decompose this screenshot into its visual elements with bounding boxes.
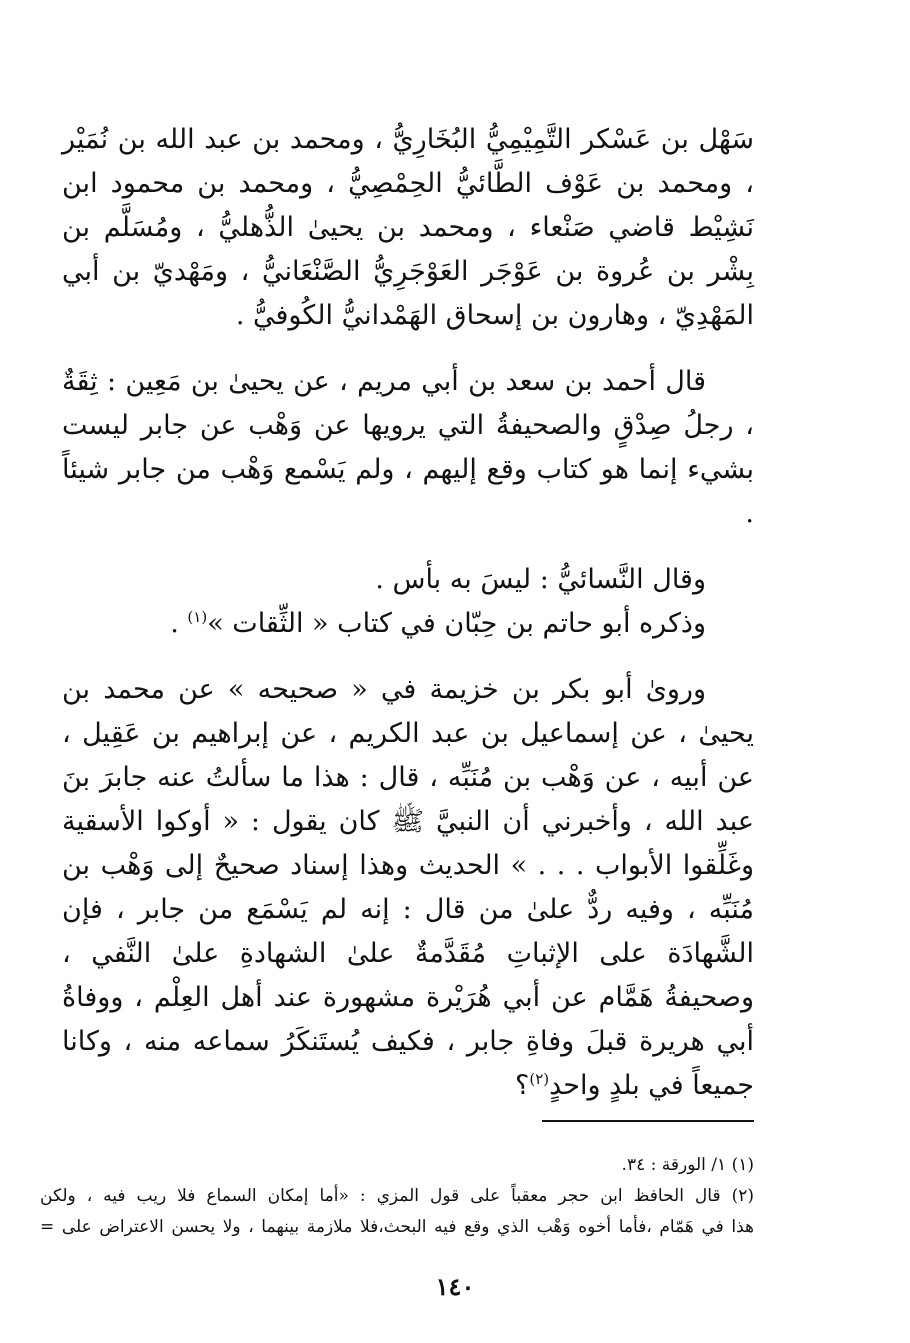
paragraph-narrators: سَهْل بن عَسْكر التَّمِيْمِيُّ البُخَارِيُّ ، ومحمد بن عبد الله بن نُمَيْر ، ومحمد بن عَوْف الطَّائيُّ الحِمْصِيُّ ، ومحمد بن محمود ابن نَشِيْط قاضي صَنْعاء ، ومحمد بن يحيىٰ الذُّهليُّ ، ومُسَلَّم بن بِشْر بن عُروة بن عَوْجَر العَوْجَرِيُّ الصَّنْعَانيُّ ، ومَهْديّ بن أبي المَهْدِيّ ، وهارون بن إسحاق الهَمْدانيُّ الكُوفيُّ .: [62, 124, 754, 331]
paragraph-ibn-hibban: [62, 602, 754, 646]
paragraph-ibn-main-quote: قال أحمد بن سعد بن أبي مريم ، عن يحيىٰ بن مَعِين : ثِقَةٌ ، رجلُ صِدْقٍ والصحيفةُ التي يرويها عن وَهْب عن جابر ليست بشيء إنما هو كتاب وقع إليهم ، ولم يَسْمع وَهْب من جابر شيئاً .: [62, 366, 754, 529]
footnote-ref-2: (٢): [529, 1070, 550, 1088]
footnote-1: (١) ١/ الورقة : ٣٤.: [621, 1155, 754, 1175]
paragraph-ibn-hibban-text: وذكره أبو حاتم بن حِبّان في كتاب « الثِّقات »: [207, 608, 706, 639]
paragraph-end-dot: .: [170, 608, 188, 639]
paragraph-nasai: وقال النَّسائيُّ : ليسَ به بأس .: [375, 564, 706, 595]
page-number: ١٤٠: [435, 1272, 475, 1301]
paragraph-ibn-khuzaymah: [62, 668, 754, 1108]
footnotes: [40, 1150, 754, 1243]
page-body: [62, 118, 754, 1130]
footnote-separator: [542, 1120, 754, 1122]
paragraph-end-question: ؟: [514, 1070, 530, 1101]
footnote-ref-1: (١): [187, 608, 208, 626]
footnote-2-line-2: هذا في هَمّام ،فأما أخوه وَهْب الذي وقع فيه البحث،فلا ملازمة بينهما ، ولا يحسن الاعتراض على =: [40, 1217, 754, 1237]
footnote-2-line-1: (٢) قال الحافظ ابن حجر معقباً على قول المزي : «أما إمكان السماع فلا ريب فيه ، ولكن: [40, 1186, 754, 1206]
paragraph-ibn-khuzaymah-text: ورویٰ أبو بكر بن خزيمة في « صحيحه » عن محمد بن يحيىٰ ، عن إسماعيل بن عبد الكريم ، عن إبراهيم بن عَقِيل ، عن أبيه ، عن وَهْب بن مُنَبِّه ، قال : هذا ما سألتُ عنه جابرَ بنَ عبد الله ، وأخبرني أن النبيَّ ﷺ كان يقول : « أوكوا الأسقية وغَلِّقوا الأبواب . . . » الحديث وهذا إسناد صحيحٌ إلى وَهْب بن مُنَبِّه ، وفيه ردٌّ علىٰ من قال : إنه لم يَسْمَع من جابر ، فإن الشَّهادَة على الإثباتِ مُقَدَّمةٌ علىٰ الشهادةِ علىٰ النَّفي ، وصحيفةُ هَمَّام عن أبي هُرَيْرة مشهورة عند أهل العِلْم ، ووفاةُ أبي هريرة قبلَ وفاةِ جابر ، فكيف يُستَنكَرُ سماعه منه ، وكانا جميعاً في بلدٍ واحدٍ: [62, 674, 754, 1101]
